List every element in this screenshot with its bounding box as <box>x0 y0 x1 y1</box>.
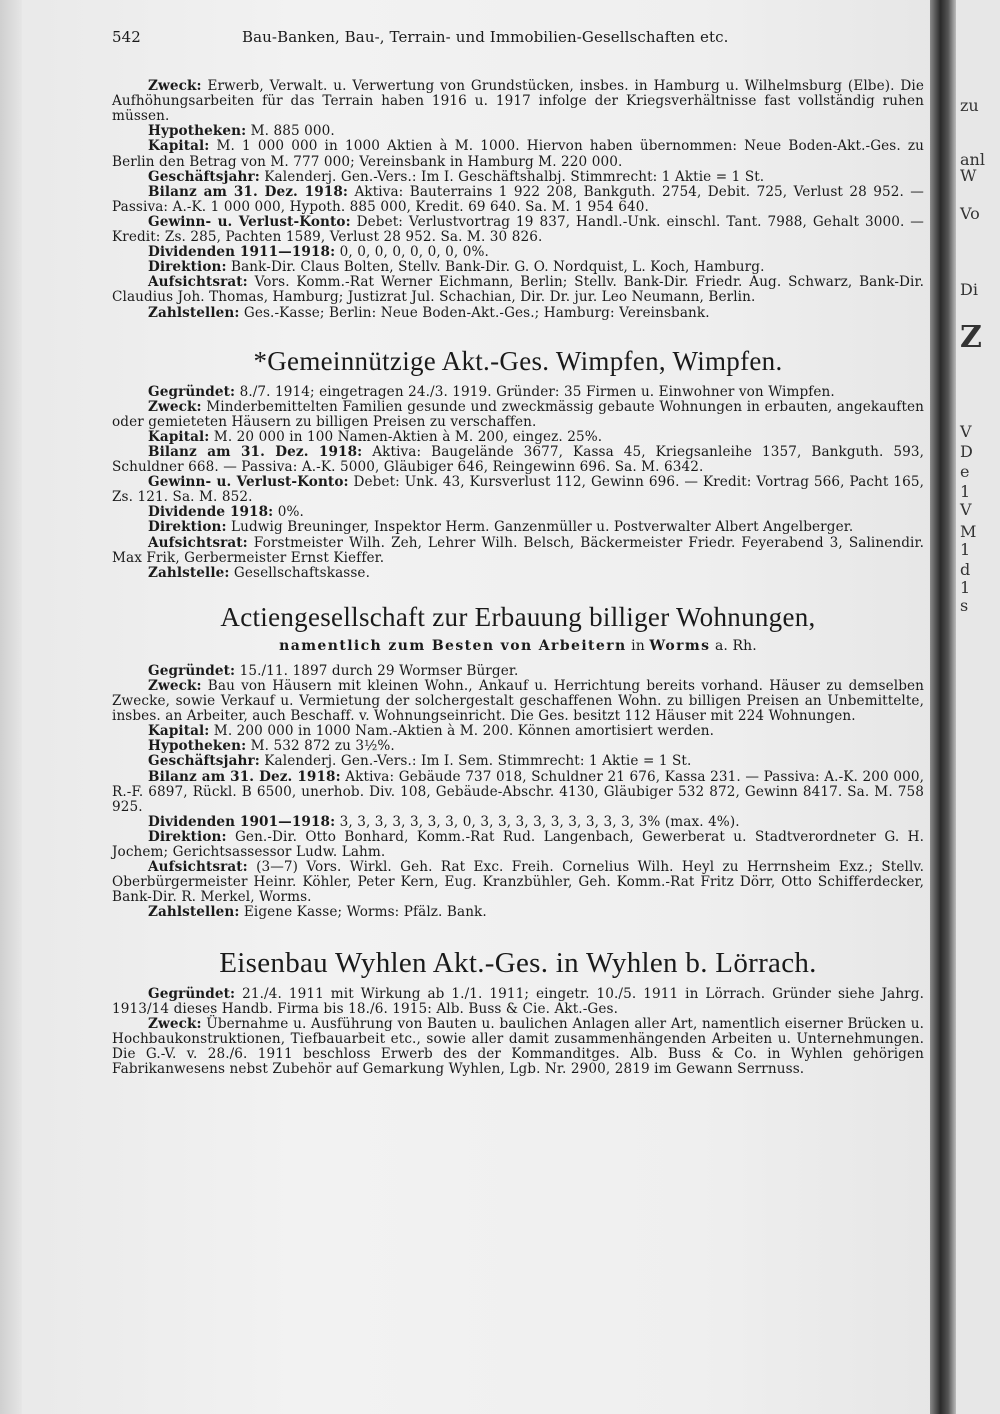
fragment-text: Vo <box>960 204 980 223</box>
fragment-text: s <box>960 596 969 615</box>
entry-text: Aktiva: Bauterrains 1 922 208, Bankguth. 2754, Debit. 725, Verlust 28 952. — Passiva: A.-K. 1 000 000, Hypoth. 885 000, Kredit. 69 640. Sa. M. 1 954 640. <box>112 183 925 215</box>
company-subtitle-worms <box>112 639 924 654</box>
entry-key: Gewinn- u. Verlust-Konto: <box>148 213 351 230</box>
entry-text: Aktiva: Baugelände 3677, Kassa 45, Kriegsanleihe 1357, Bankguth. 593, Schuldner 668. — Passiva: A.-K. 5000, Gläubiger 646, Reingewinn 696. Sa. M. 6342. <box>112 443 924 476</box>
entry-key: Hypotheken: <box>148 738 247 755</box>
entry <box>112 520 924 535</box>
entry-text: Kalenderj. Gen.-Vers.: Im I. Geschäftshalbj. Stimmrecht: 1 Aktie = 1 St. <box>264 168 765 185</box>
fragment-text: 1 <box>960 578 971 597</box>
fragment-text: anl <box>960 150 985 169</box>
entry-text: Erwerb, Verwalt. u. Verwertung von Grundstücken, insbes. in Hamburg u. Wilhelmsburg (Elbe). Die Aufhöhungsarbeiten für das Terrain haben 1916 u. 1917 infolge der Kriegsverhältnisse fast vollständig ruhen müssen. <box>112 78 924 125</box>
entry-text: Vors. Komm.-Rat Werner Eichmann, Berlin; Stellv. Bank-Dir. Friedr. Aug. Schwarz, Bank-Dir. Claudius Joh. Thomas, Hamburg; Justizrat Jul. Schachian, Dir. Dr. jur. Leo Neumann, Berlin. <box>112 274 925 306</box>
subtitle-city: Worms <box>649 637 711 654</box>
running-title: Bau-Banken, Bau-, Terrain- und Immobilien-Gesellschaften etc. <box>242 28 729 46</box>
entry-key: Gegründet: <box>148 383 236 400</box>
subtitle-tail: a. Rh. <box>714 637 757 654</box>
entry-key: Geschäftsjahr: <box>148 753 260 770</box>
entry-text: Eigene Kasse; Worms: Pfälz. Bank. <box>243 904 487 921</box>
entry <box>112 215 924 245</box>
entry <box>112 245 924 260</box>
entry-text: 8./7. 1914; eingetragen 24./3. 1919. Gründer: 35 Firmen u. Einwohner von Wimpfen. <box>239 383 835 400</box>
entry <box>112 987 924 1017</box>
entry-text: Aktiva: Gebäude 737 018, Schuldner 21 676, Kassa 231. — Passiva: A.-K. 200 000, R.-F. 6897, Rückl. B 6500, unerhob. Div. 108, Gebäude-Abschr. 4130, Gläubiger 532 872, Gewinn 8417. Sa. M. 758 925. <box>112 768 924 815</box>
company-wimpfen-section <box>112 385 924 581</box>
entry-key: Zweck: <box>148 1015 202 1032</box>
entry <box>112 830 924 860</box>
entry-key: Dividende 1918: <box>148 504 274 521</box>
page-number: 542 <box>112 28 141 46</box>
entry <box>112 306 924 321</box>
entry-text: Kalenderj. Gen.-Vers.: Im I. Sem. Stimmrecht: 1 Aktie = 1 St. <box>264 753 692 770</box>
entry-key: Zahlstelle: <box>148 564 230 581</box>
entry-text: Ges.-Kasse; Berlin: Neue Boden-Akt.-Ges.; Hamburg: Vereinsbank. <box>243 304 710 321</box>
entry-key: Bilanz am 31. Dez. 1918: <box>148 183 349 200</box>
fragment-text: M <box>960 522 977 541</box>
entry-text: M. 1 000 000 in 1000 Aktien à M. 1000. Hiervon haben übernommen: Neue Boden-Akt.-Ges. zu Berlin den Betrag von M. 777 000; Vereinsbank in Hamburg M. 220 000. <box>112 138 925 170</box>
page-header <box>112 30 924 45</box>
entry-text: M. 20 000 in 100 Namen-Aktien à M. 200, eingez. 25%. <box>213 428 603 445</box>
entry <box>112 400 924 430</box>
entry-text: Minderbemittelten Familien gesunde und zweckmässig gebaute Wohnungen in erbauten, angekauften oder gemieteten Häusern zu billigen Preisen zu verschaffen. <box>112 398 925 430</box>
adjacent-page-fragment <box>956 0 1000 1414</box>
entry <box>112 475 924 505</box>
entry <box>112 275 924 305</box>
entry <box>112 536 924 566</box>
page-gutter-shadow <box>930 0 956 1414</box>
entry <box>112 385 924 400</box>
entry-text: M. 885 000. <box>250 123 335 140</box>
entry-key: Kapital: <box>148 138 210 155</box>
entry <box>112 260 924 275</box>
entry-text: 15./11. 1897 durch 29 Wormser Bürger. <box>239 662 519 679</box>
entry-key: Bilanz am 31. Dez. 1918: <box>148 443 363 460</box>
entry-key: Zweck: <box>148 678 202 694</box>
entry <box>112 815 924 830</box>
page-content <box>112 30 924 1077</box>
entry-text: (3—7) Vors. Wirkl. Geh. Rat Exc. Freih. Cornelius Wilh. Heyl zu Herrnsheim Exz.; Stellv. Oberbürgermeister Heinr. Köhler, Peter Kern, Eug. Kranzbühler, Geh. Komm.-Rat Fritz Dörr, Otto Schifferdecker, Bank-Dir. R. Merkel, Worms. <box>112 859 924 906</box>
entry <box>112 754 924 769</box>
entry-text: 21./4. 1911 mit Wirkung ab 1./1. 1911; eingetr. 10./5. 1911 in Lörrach. Gründer siehe Jahrg. 1913/14 dieses Handb. Firma bis 18./6. 1915: Alb. Buss & Cie. Akt.-Ges. <box>112 985 924 1017</box>
entry-text: Forstmeister Wilh. Zeh, Lehrer Wilh. Belsch, Bäckermeister Friedr. Feyerabend 3, Salinendir. Max Frik, Gerbermeister Ernst Kieffer. <box>112 534 924 566</box>
entry <box>112 139 924 169</box>
fragment-text: Z <box>960 320 982 355</box>
entry-key: Kapital: <box>148 428 210 445</box>
entry-text: Ludwig Breuninger, Inspektor Herm. Ganzenmüller u. Postverwalter Albert Angelberger. <box>231 519 854 536</box>
entry-text: Bau von Häusern mit kleinen Wohn., Ankauf u. Herrichtung bereits vorhand. Häuser zu demselben Zwecke, sowie Verkauf u. Vermietung der solchergestalt geschaffenen Wohn. zu billigen Preisen an Unbemittelte, insbes. an Arbeiter, auch Beschaff. v. Wohnungseinricht. Die Ges. besitzt 112 Häuser mit 224 Wohnungen. <box>112 678 925 725</box>
entry-key: Geschäftsjahr: <box>148 168 260 185</box>
intro-section <box>112 79 924 321</box>
entry-key: Zweck: <box>148 398 202 415</box>
entry-key: Aufsichtsrat: <box>148 534 248 551</box>
entry <box>112 1017 924 1077</box>
entry <box>112 664 924 679</box>
entry-key: Zahlstellen: <box>148 304 240 321</box>
entry <box>112 505 924 520</box>
entry <box>112 566 924 581</box>
entry-text: M. 532 872 zu 3½%. <box>250 738 395 755</box>
entry-key: Aufsichtsrat: <box>148 859 248 876</box>
entry-key: Gegründet: <box>148 985 236 1002</box>
entry-key: Kapital: <box>148 723 210 740</box>
entry-text: Gesellschaftskasse. <box>233 564 370 581</box>
company-worms-section <box>112 664 924 921</box>
fragment-text: zu <box>960 96 979 115</box>
fragment-text: 1 <box>960 482 971 501</box>
entry <box>112 124 924 139</box>
entry-text: M. 200 000 in 1000 Nam.-Aktien à M. 200. Können amortisiert werden. <box>213 723 715 740</box>
entry <box>112 724 924 739</box>
entry <box>112 770 924 815</box>
entry <box>112 430 924 445</box>
entry-text: Bank-Dir. Claus Bolten, Stellv. Bank-Dir. G. O. Nordquist, L. Koch, Hamburg. <box>231 259 765 276</box>
fragment-text: e <box>960 462 970 481</box>
entry <box>112 170 924 185</box>
entry <box>112 860 924 905</box>
company-title-wimpfen: *Gemeinnützige Akt.-Ges. Wimpfen, Wimpfen. <box>253 345 783 376</box>
entry-key: Gewinn- u. Verlust-Konto: <box>148 474 349 491</box>
entry-key: Gegründet: <box>148 662 236 679</box>
entry-key: Zweck: <box>148 78 202 95</box>
entry-key: Direktion: <box>148 828 227 845</box>
entry-text: Debet: Unk. 43, Kursverlust 112, Gewinn 696. — Kredit: Vortrag 566, Pacht 165, Zs. 121. Sa. M. 852. <box>112 474 925 506</box>
entry-key: Dividenden 1901—1918: <box>148 813 336 830</box>
entry-text: Debet: Verlustvortrag 19 837, Handl.-Unk. einschl. Tant. 7988, Gehalt 3000. — Kredit: Zs. 285, Pachten 1589, Verlust 28 952. Sa. M. 30 826. <box>112 213 924 246</box>
company-title-wyhlen: Eisenbau Wyhlen Akt.-Ges. in Wyhlen b. Lörrach. <box>219 946 817 979</box>
entry-key: Aufsichtsrat: <box>148 274 248 291</box>
entry-text: 0%. <box>277 504 304 521</box>
entry-key: Direktion: <box>148 519 227 536</box>
entry <box>112 905 924 920</box>
page-left-edge <box>0 0 22 1414</box>
entry-text: 3, 3, 3, 3, 3, 3, 3, 0, 3, 3, 3, 3, 3, 3, 3, 3, 3, 3% (max. 4%). <box>339 813 740 830</box>
entry <box>112 79 924 124</box>
fragment-text: Di <box>960 280 978 299</box>
entry <box>112 185 924 215</box>
company-wyhlen-section <box>112 987 924 1078</box>
fragment-text: V <box>960 500 972 519</box>
entry-text: Gen.-Dir. Otto Bonhard, Komm.-Rat Rud. Langenbach, Gewerberat u. Stadtverordneter G. H. Jochem; Gerichtsassessor Ludw. Lahm. <box>112 828 924 861</box>
fragment-text: D <box>960 442 973 461</box>
subtitle-bold: namentlich zum Besten von Arbeitern <box>279 637 627 654</box>
subtitle-mid: in <box>631 637 645 654</box>
fragment-text: 1 <box>960 540 971 559</box>
entry-key: Dividenden 1911—1918: <box>148 244 336 261</box>
entry-text: 0, 0, 0, 0, 0, 0, 0, 0%. <box>339 244 489 261</box>
company-title-worms: Actiengesellschaft zur Erbauung billiger Wohnungen, <box>220 601 816 632</box>
entry-text: Übernahme u. Ausführung von Bauten u. baulichen Anlagen aller Art, namentlich eiserner Brücken u. Hochbaukonstruktionen, Tiefbauarbeit etc., sowie aller damit zusammenhängenden Arbeiten u. Unternehmungen. Die G.-V. v. 28./6. 1911 beschloss Erwerb des der Kommanditges. Alb. Buss & Co. in Wyhlen gehörigen Fabrikanwesens nebst Zubehör auf Gemarkung Wyhlen, Lgb. Nr. 2900, 2819 im Gewann Serrnuss. <box>112 1015 925 1077</box>
entry <box>112 445 924 475</box>
entry-key: Bilanz am 31. Dez. 1918: <box>148 768 341 785</box>
entry-key: Zahlstellen: <box>148 904 240 921</box>
entry-key: Direktion: <box>148 259 227 276</box>
fragment-text: d <box>960 560 971 579</box>
fragment-text: V <box>960 422 972 441</box>
entry-key: Hypotheken: <box>148 123 247 140</box>
entry <box>112 739 924 754</box>
entry <box>112 679 924 724</box>
fragment-text: W <box>960 166 977 185</box>
